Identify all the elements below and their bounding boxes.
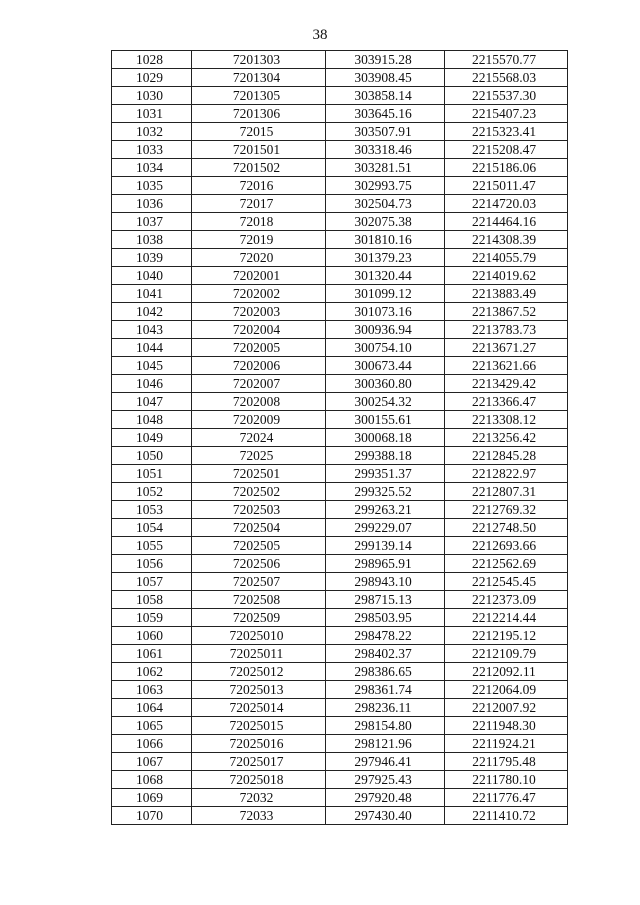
table-row — [112, 69, 568, 87]
x-coordinate-cell: 300936.94 — [326, 321, 445, 339]
y-coordinate-cell: 2213366.47 — [445, 393, 568, 411]
table-row — [112, 501, 568, 519]
y-coordinate-cell: 2215570.77 — [445, 51, 568, 69]
y-coordinate-cell: 2213671.27 — [445, 339, 568, 357]
point-number-cell: 1035 — [112, 177, 192, 195]
table-row — [112, 393, 568, 411]
point-number-cell: 1053 — [112, 501, 192, 519]
point-number-cell: 1067 — [112, 753, 192, 771]
x-coordinate-cell: 298121.96 — [326, 735, 445, 753]
y-coordinate-cell: 2212693.66 — [445, 537, 568, 555]
coordinates-table — [111, 50, 568, 825]
point-number-cell: 1040 — [112, 267, 192, 285]
point-id-cell: 72025012 — [192, 663, 326, 681]
y-coordinate-cell: 2215568.03 — [445, 69, 568, 87]
point-id-cell: 7202005 — [192, 339, 326, 357]
point-number-cell: 1061 — [112, 645, 192, 663]
point-id-cell: 7201305 — [192, 87, 326, 105]
x-coordinate-cell: 298715.13 — [326, 591, 445, 609]
y-coordinate-cell: 2211924.21 — [445, 735, 568, 753]
x-coordinate-cell: 298503.95 — [326, 609, 445, 627]
table-row — [112, 249, 568, 267]
table-row — [112, 447, 568, 465]
x-coordinate-cell: 299139.14 — [326, 537, 445, 555]
table-row — [112, 789, 568, 807]
x-coordinate-cell: 303507.91 — [326, 123, 445, 141]
point-number-cell: 1042 — [112, 303, 192, 321]
y-coordinate-cell: 2215011.47 — [445, 177, 568, 195]
y-coordinate-cell: 2213783.73 — [445, 321, 568, 339]
x-coordinate-cell: 298402.37 — [326, 645, 445, 663]
point-number-cell: 1032 — [112, 123, 192, 141]
y-coordinate-cell: 2215407.23 — [445, 105, 568, 123]
y-coordinate-cell: 2212845.28 — [445, 447, 568, 465]
table-row — [112, 321, 568, 339]
point-number-cell: 1036 — [112, 195, 192, 213]
x-coordinate-cell: 299351.37 — [326, 465, 445, 483]
x-coordinate-cell: 303858.14 — [326, 87, 445, 105]
point-number-cell: 1056 — [112, 555, 192, 573]
point-id-cell: 72025017 — [192, 753, 326, 771]
table-row — [112, 357, 568, 375]
table-row — [112, 591, 568, 609]
x-coordinate-cell: 300068.18 — [326, 429, 445, 447]
y-coordinate-cell: 2212822.97 — [445, 465, 568, 483]
point-id-cell: 7202503 — [192, 501, 326, 519]
point-id-cell: 72020 — [192, 249, 326, 267]
x-coordinate-cell: 303915.28 — [326, 51, 445, 69]
x-coordinate-cell: 298154.80 — [326, 717, 445, 735]
point-id-cell: 72024 — [192, 429, 326, 447]
x-coordinate-cell: 300254.32 — [326, 393, 445, 411]
point-id-cell: 7201306 — [192, 105, 326, 123]
x-coordinate-cell: 298386.65 — [326, 663, 445, 681]
y-coordinate-cell: 2213883.49 — [445, 285, 568, 303]
point-id-cell: 7202004 — [192, 321, 326, 339]
x-coordinate-cell: 298965.91 — [326, 555, 445, 573]
point-number-cell: 1052 — [112, 483, 192, 501]
y-coordinate-cell: 2212064.09 — [445, 681, 568, 699]
point-id-cell: 7202509 — [192, 609, 326, 627]
y-coordinate-cell: 2213256.42 — [445, 429, 568, 447]
point-number-cell: 1048 — [112, 411, 192, 429]
y-coordinate-cell: 2214464.16 — [445, 213, 568, 231]
point-id-cell: 72033 — [192, 807, 326, 825]
x-coordinate-cell: 303318.46 — [326, 141, 445, 159]
point-id-cell: 72018 — [192, 213, 326, 231]
point-number-cell: 1041 — [112, 285, 192, 303]
table-row — [112, 573, 568, 591]
point-number-cell: 1043 — [112, 321, 192, 339]
y-coordinate-cell: 2212195.12 — [445, 627, 568, 645]
y-coordinate-cell: 2212007.92 — [445, 699, 568, 717]
x-coordinate-cell: 300673.44 — [326, 357, 445, 375]
table-row — [112, 429, 568, 447]
table-row — [112, 51, 568, 69]
point-number-cell: 1070 — [112, 807, 192, 825]
x-coordinate-cell: 302993.75 — [326, 177, 445, 195]
y-coordinate-cell: 2214055.79 — [445, 249, 568, 267]
x-coordinate-cell: 300360.80 — [326, 375, 445, 393]
point-id-cell: 7201304 — [192, 69, 326, 87]
point-number-cell: 1034 — [112, 159, 192, 177]
table-row — [112, 285, 568, 303]
point-number-cell: 1068 — [112, 771, 192, 789]
table-row — [112, 555, 568, 573]
table-row — [112, 771, 568, 789]
table-row — [112, 717, 568, 735]
point-id-cell: 72019 — [192, 231, 326, 249]
table-row — [112, 177, 568, 195]
table-row — [112, 753, 568, 771]
y-coordinate-cell: 2212769.32 — [445, 501, 568, 519]
point-number-cell: 1058 — [112, 591, 192, 609]
x-coordinate-cell: 298236.11 — [326, 699, 445, 717]
y-coordinate-cell: 2211948.30 — [445, 717, 568, 735]
point-number-cell: 1055 — [112, 537, 192, 555]
y-coordinate-cell: 2212545.45 — [445, 573, 568, 591]
y-coordinate-cell: 2215186.06 — [445, 159, 568, 177]
x-coordinate-cell: 298478.22 — [326, 627, 445, 645]
y-coordinate-cell: 2213867.52 — [445, 303, 568, 321]
table-row — [112, 411, 568, 429]
y-coordinate-cell: 2212748.50 — [445, 519, 568, 537]
point-number-cell: 1060 — [112, 627, 192, 645]
point-number-cell: 1064 — [112, 699, 192, 717]
point-id-cell: 7201502 — [192, 159, 326, 177]
x-coordinate-cell: 302504.73 — [326, 195, 445, 213]
table-row — [112, 663, 568, 681]
page-number: 38 — [312, 27, 328, 43]
x-coordinate-cell: 297430.40 — [326, 807, 445, 825]
point-id-cell: 72025011 — [192, 645, 326, 663]
point-number-cell: 1050 — [112, 447, 192, 465]
point-id-cell: 72017 — [192, 195, 326, 213]
point-number-cell: 1057 — [112, 573, 192, 591]
y-coordinate-cell: 2214720.03 — [445, 195, 568, 213]
point-number-cell: 1049 — [112, 429, 192, 447]
point-id-cell: 72015 — [192, 123, 326, 141]
y-coordinate-cell: 2212373.09 — [445, 591, 568, 609]
x-coordinate-cell: 302075.38 — [326, 213, 445, 231]
table-row — [112, 159, 568, 177]
y-coordinate-cell: 2211795.48 — [445, 753, 568, 771]
point-id-cell: 7202502 — [192, 483, 326, 501]
point-id-cell: 7202001 — [192, 267, 326, 285]
point-id-cell: 7202006 — [192, 357, 326, 375]
point-id-cell: 7202002 — [192, 285, 326, 303]
point-id-cell: 7202501 — [192, 465, 326, 483]
point-id-cell: 7202507 — [192, 573, 326, 591]
x-coordinate-cell: 298943.10 — [326, 573, 445, 591]
y-coordinate-cell: 2212214.44 — [445, 609, 568, 627]
x-coordinate-cell: 301810.16 — [326, 231, 445, 249]
table-row — [112, 519, 568, 537]
table-row — [112, 339, 568, 357]
x-coordinate-cell: 303281.51 — [326, 159, 445, 177]
point-id-cell: 72025014 — [192, 699, 326, 717]
point-number-cell: 1047 — [112, 393, 192, 411]
table-row — [112, 645, 568, 663]
point-number-cell: 1037 — [112, 213, 192, 231]
x-coordinate-cell: 303908.45 — [326, 69, 445, 87]
point-id-cell: 7202506 — [192, 555, 326, 573]
y-coordinate-cell: 2212109.79 — [445, 645, 568, 663]
point-id-cell: 72025013 — [192, 681, 326, 699]
point-id-cell: 72025 — [192, 447, 326, 465]
point-id-cell: 7202007 — [192, 375, 326, 393]
point-number-cell: 1029 — [112, 69, 192, 87]
point-number-cell: 1039 — [112, 249, 192, 267]
y-coordinate-cell: 2215208.47 — [445, 141, 568, 159]
x-coordinate-cell: 299263.21 — [326, 501, 445, 519]
x-coordinate-cell: 297946.41 — [326, 753, 445, 771]
point-number-cell: 1030 — [112, 87, 192, 105]
y-coordinate-cell: 2211776.47 — [445, 789, 568, 807]
point-number-cell: 1031 — [112, 105, 192, 123]
x-coordinate-cell: 301073.16 — [326, 303, 445, 321]
point-number-cell: 1054 — [112, 519, 192, 537]
y-coordinate-cell: 2214308.39 — [445, 231, 568, 249]
point-id-cell: 72032 — [192, 789, 326, 807]
point-id-cell: 72025010 — [192, 627, 326, 645]
point-number-cell: 1066 — [112, 735, 192, 753]
point-number-cell: 1063 — [112, 681, 192, 699]
point-number-cell: 1059 — [112, 609, 192, 627]
y-coordinate-cell: 2212562.69 — [445, 555, 568, 573]
table-row — [112, 195, 568, 213]
table-row — [112, 609, 568, 627]
table-row — [112, 213, 568, 231]
x-coordinate-cell: 301099.12 — [326, 285, 445, 303]
y-coordinate-cell: 2215537.30 — [445, 87, 568, 105]
table-row — [112, 681, 568, 699]
point-id-cell: 7201303 — [192, 51, 326, 69]
point-id-cell: 7201501 — [192, 141, 326, 159]
table-row — [112, 735, 568, 753]
table-row — [112, 699, 568, 717]
coordinates-table-body — [112, 51, 568, 825]
table-row — [112, 141, 568, 159]
y-coordinate-cell: 2213621.66 — [445, 357, 568, 375]
table-row — [112, 465, 568, 483]
table-row — [112, 87, 568, 105]
point-number-cell: 1028 — [112, 51, 192, 69]
point-number-cell: 1045 — [112, 357, 192, 375]
x-coordinate-cell: 301320.44 — [326, 267, 445, 285]
point-number-cell: 1033 — [112, 141, 192, 159]
point-id-cell: 72025016 — [192, 735, 326, 753]
table-row — [112, 483, 568, 501]
point-id-cell: 7202009 — [192, 411, 326, 429]
table-row — [112, 267, 568, 285]
point-id-cell: 72025018 — [192, 771, 326, 789]
y-coordinate-cell: 2213429.42 — [445, 375, 568, 393]
point-id-cell: 7202505 — [192, 537, 326, 555]
table-row — [112, 537, 568, 555]
y-coordinate-cell: 2211780.10 — [445, 771, 568, 789]
x-coordinate-cell: 297920.48 — [326, 789, 445, 807]
y-coordinate-cell: 2212092.11 — [445, 663, 568, 681]
point-number-cell: 1062 — [112, 663, 192, 681]
table-row — [112, 105, 568, 123]
point-id-cell: 72016 — [192, 177, 326, 195]
point-id-cell: 72025015 — [192, 717, 326, 735]
point-id-cell: 7202008 — [192, 393, 326, 411]
point-number-cell: 1038 — [112, 231, 192, 249]
x-coordinate-cell: 298361.74 — [326, 681, 445, 699]
x-coordinate-cell: 299229.07 — [326, 519, 445, 537]
x-coordinate-cell: 301379.23 — [326, 249, 445, 267]
table-row — [112, 123, 568, 141]
point-number-cell: 1065 — [112, 717, 192, 735]
x-coordinate-cell: 299325.52 — [326, 483, 445, 501]
table-row — [112, 231, 568, 249]
y-coordinate-cell: 2215323.41 — [445, 123, 568, 141]
point-id-cell: 7202003 — [192, 303, 326, 321]
point-number-cell: 1044 — [112, 339, 192, 357]
x-coordinate-cell: 299388.18 — [326, 447, 445, 465]
y-coordinate-cell: 2214019.62 — [445, 267, 568, 285]
x-coordinate-cell: 300155.61 — [326, 411, 445, 429]
point-number-cell: 1069 — [112, 789, 192, 807]
x-coordinate-cell: 300754.10 — [326, 339, 445, 357]
y-coordinate-cell: 2212807.31 — [445, 483, 568, 501]
point-id-cell: 7202508 — [192, 591, 326, 609]
x-coordinate-cell: 303645.16 — [326, 105, 445, 123]
point-id-cell: 7202504 — [192, 519, 326, 537]
y-coordinate-cell: 2213308.12 — [445, 411, 568, 429]
point-number-cell: 1046 — [112, 375, 192, 393]
y-coordinate-cell: 2211410.72 — [445, 807, 568, 825]
table-row — [112, 375, 568, 393]
table-row — [112, 807, 568, 825]
table-row — [112, 627, 568, 645]
table-row — [112, 303, 568, 321]
x-coordinate-cell: 297925.43 — [326, 771, 445, 789]
point-number-cell: 1051 — [112, 465, 192, 483]
